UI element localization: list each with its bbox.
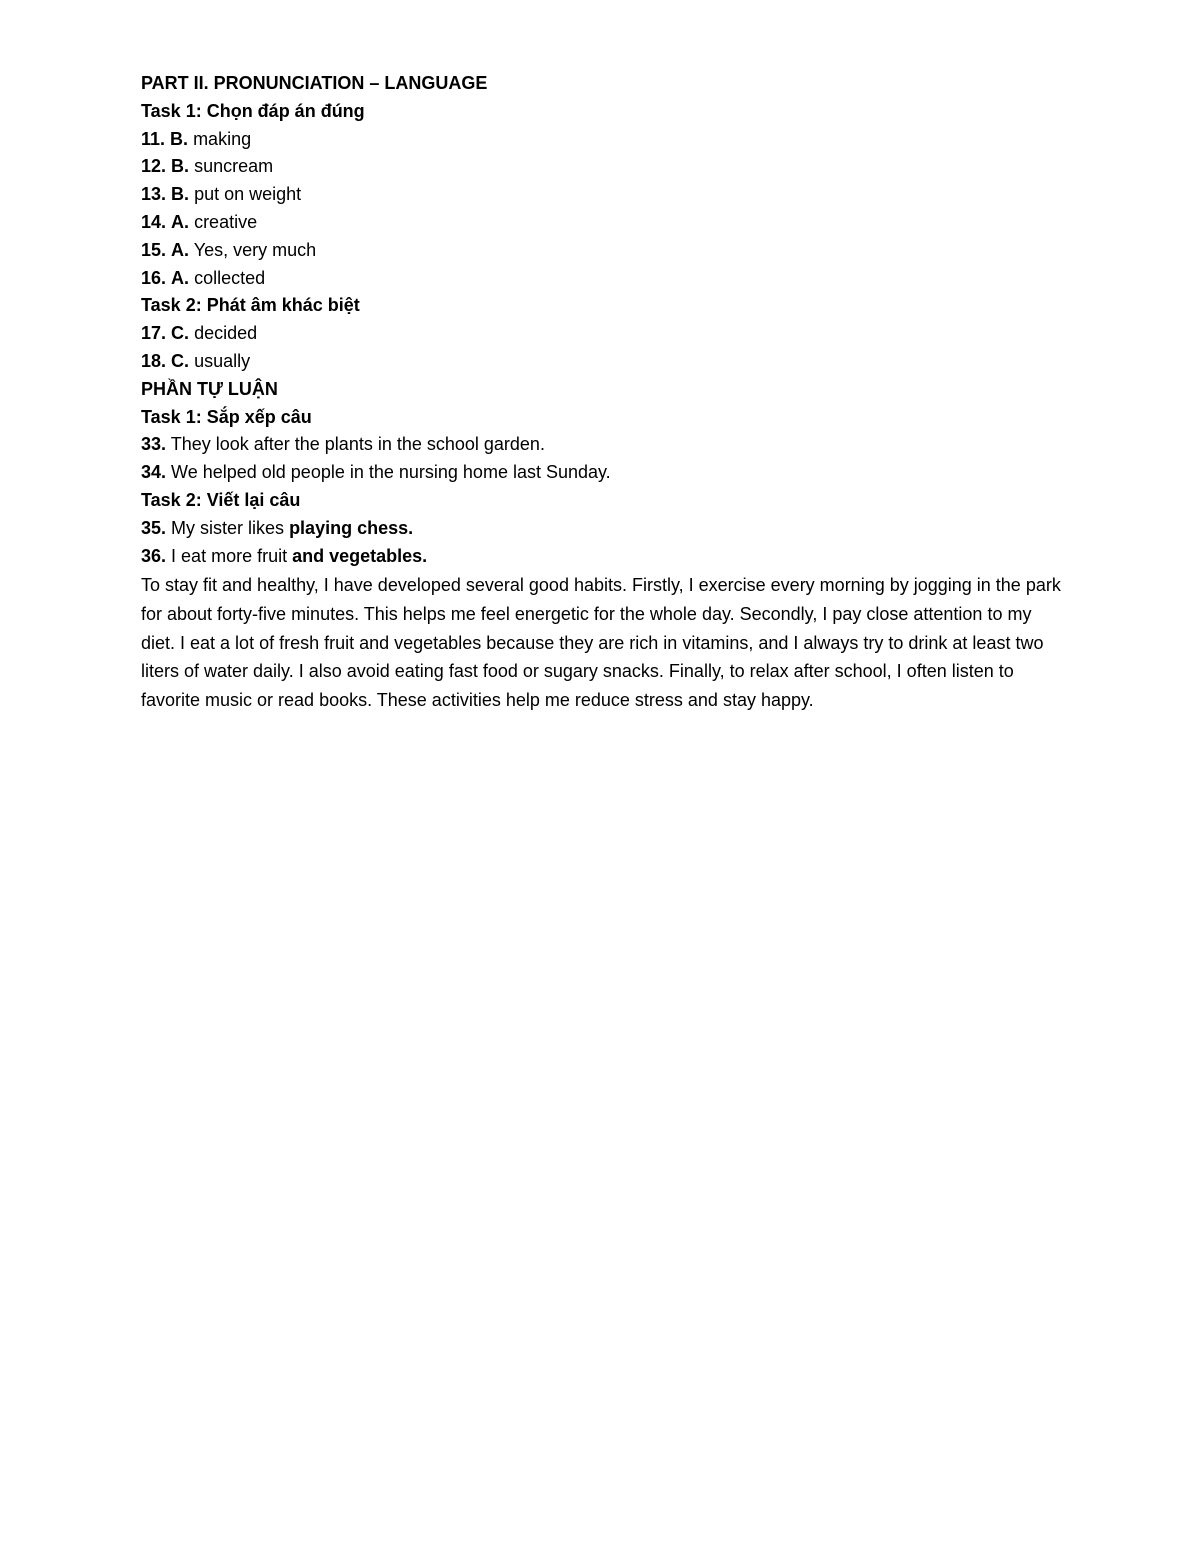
essay-answer-item <box>141 515 1061 543</box>
essay-task1-title: Task 1: Sắp xếp câu <box>141 406 312 427</box>
answer-number: 15. <box>141 239 167 260</box>
answer-number: 16. <box>141 267 167 288</box>
answer-text: Yes, very much <box>193 239 317 260</box>
answer-number: 35. <box>141 517 167 538</box>
document-page <box>141 70 1061 714</box>
answer-number: 34. <box>141 462 167 483</box>
answer-number: 13. <box>141 184 167 205</box>
answer-item <box>141 320 1061 348</box>
answer-number: 14. <box>141 211 167 232</box>
task1-title: Task 1: Chọn đáp án đúng <box>141 100 365 121</box>
answer-letter: B. <box>171 156 190 177</box>
answer-text: decided <box>194 323 258 344</box>
answer-number: 33. <box>141 434 167 455</box>
answer-letter: C. <box>171 350 190 371</box>
answer-number: 11. <box>141 128 166 149</box>
answer-text: put on weight <box>194 184 302 205</box>
answer-text: My sister likes <box>171 517 290 538</box>
answer-text: making <box>193 128 252 149</box>
essay-answer-item <box>141 431 1061 459</box>
task2-title: Task 2: Phát âm khác biệt <box>141 295 360 316</box>
answer-item <box>141 181 1061 209</box>
answer-text: We helped old people in the nursing home last Sunday. <box>171 462 611 483</box>
essay-section-title: PHẦN TỰ LUẬN <box>141 378 278 399</box>
answer-number: 17. <box>141 323 167 344</box>
answer-number: 36. <box>141 545 167 566</box>
answer-letter: B. <box>170 128 189 149</box>
answer-text: creative <box>194 211 258 232</box>
answer-text: usually <box>194 350 251 371</box>
answer-text: They look after the plants in the school garden. <box>170 434 545 455</box>
answer-text: suncream <box>194 156 274 177</box>
essay-paragraph: To stay fit and healthy, I have developed several good habits. Firstly, I exercise every morning by jogging in the park for about forty-five minutes. This helps me feel energetic for the whole day. Secondly, I pay close attention to my diet. I eat a lot of fresh fruit and vegetables because they are rich in vitamins, and I always try to drink at least two liters of water daily. I also avoid eating fast food or sugary snacks. Finally, to relax after school, I often listen to favorite music or read books. These activities help me reduce stress and stay happy. <box>141 575 1061 710</box>
answer-text: collected <box>194 267 266 288</box>
answer-letter: A. <box>171 267 190 288</box>
answer-letter: C. <box>171 323 190 344</box>
answer-number: 18. <box>141 350 167 371</box>
answer-item <box>141 153 1061 181</box>
answer-item <box>141 209 1061 237</box>
part-heading: PART II. PRONUNCIATION – LANGUAGE <box>141 73 488 93</box>
answer-item <box>141 126 1061 154</box>
answer-item <box>141 348 1061 376</box>
answer-number: 12. <box>141 156 167 177</box>
answer-letter: A. <box>171 239 190 260</box>
essay-answer-item <box>141 543 1061 571</box>
answer-bold-text: playing chess. <box>289 517 414 538</box>
answer-item <box>141 237 1061 265</box>
essay-task2-title: Task 2: Viết lại câu <box>141 489 301 510</box>
answer-bold-text: and vegetables. <box>292 545 428 566</box>
answer-letter: A. <box>171 211 190 232</box>
answer-letter: B. <box>171 184 190 205</box>
essay-answer-item <box>141 459 1061 487</box>
answer-text: I eat more fruit <box>171 545 293 566</box>
answer-item <box>141 265 1061 293</box>
